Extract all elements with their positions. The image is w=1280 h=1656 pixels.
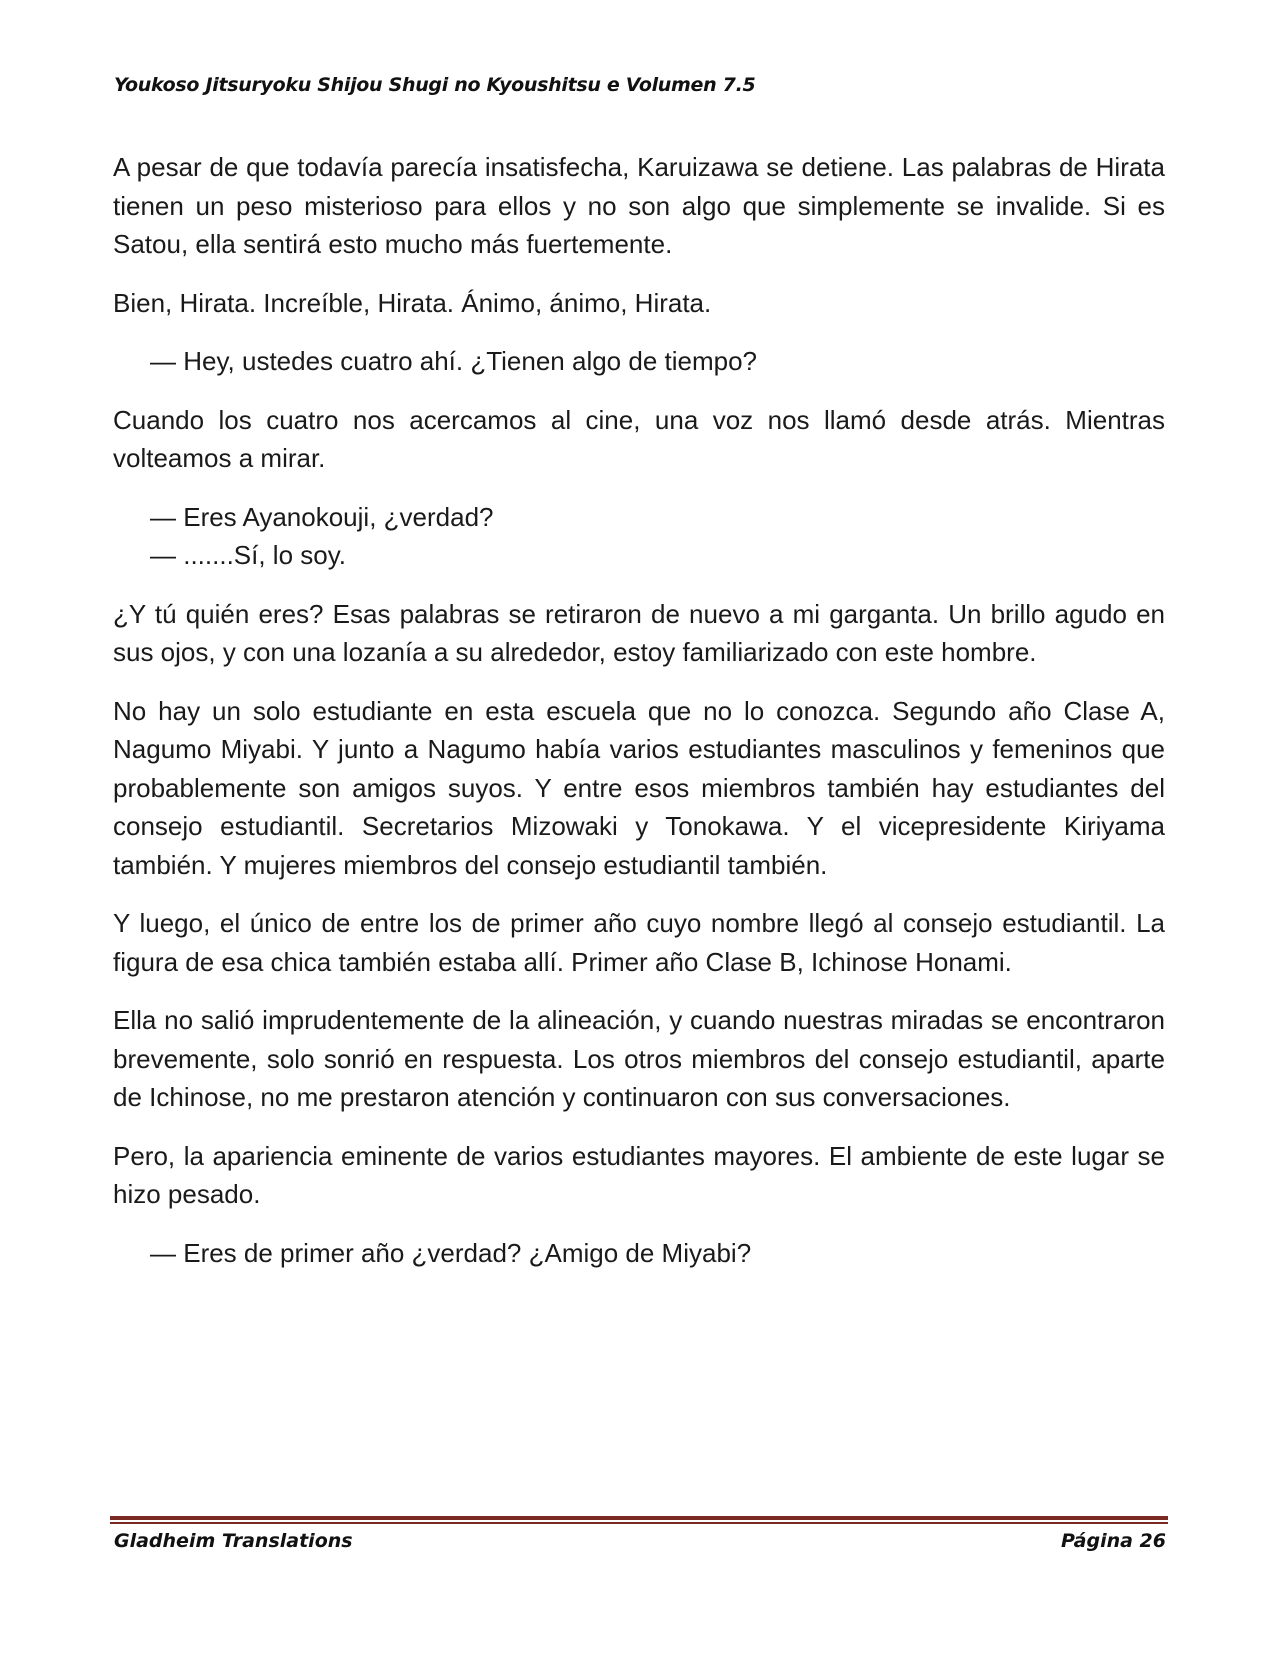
- dialogue-line-3: — .......Sí, lo soy.: [150, 540, 347, 570]
- dialogue-block-3: [113, 1234, 1165, 1273]
- dialogue-block-1: [113, 342, 1165, 381]
- paragraph-8: Pero, la apariencia eminente de varios estudiantes mayores. El ambiente de este lugar se hizo pesado.: [113, 1140, 1165, 1209]
- footer-credit: Gladheim Translations: [114, 1530, 353, 1552]
- page-header-title: Youkoso Jitsuryoku Shijou Shugi no Kyoushitsu e Volumen 7.5: [114, 74, 756, 96]
- paragraph-4: ¿Y tú quién eres? Esas palabras se retiraron de nuevo a mi garganta. Un brillo agudo en sus ojos, y con una lozanía a su alrededor, estoy familiarizado con este hombre.: [113, 598, 1165, 667]
- paragraph-5: No hay un solo estudiante en esta escuela que no lo conozca. Segundo año Clase A, Nagumo Miyabi. Y junto a Nagumo había varios estudiantes masculinos y femeninos que probablemente son amigos suyos. Y entre esos miembros también hay estudiantes del consejo estudiantil. Secretarios Mizowaki y Tonokawa. Y el vicepresidente Kiriyama también. Y mujeres miembros del consejo estudiantil también.: [113, 695, 1165, 880]
- page-number: Página 26: [1060, 1530, 1166, 1552]
- paragraph-6: Y luego, el único de entre los de primer año cuyo nombre llegó al consejo estudiantil. La figura de esa chica también estaba allí. Primer año Clase B, Ichinose Honami.: [113, 908, 1165, 977]
- dialogue-line-4: — Eres de primer año ¿verdad? ¿Amigo de Miyabi?: [150, 1237, 752, 1268]
- paragraph-2: Bien, Hirata. Increíble, Hirata. Ánimo, ánimo, Hirata.: [113, 287, 712, 318]
- footer-divider: [110, 1516, 1168, 1520]
- paragraph-1: A pesar de que todavía parecía insatisfecha, Karuizawa se detiene. Las palabras de Hirata tienen un peso misterioso para ellos y no son algo que simplemente se invalide. Si es Satou, ella sentirá esto mucho más fuertemente.: [113, 152, 1165, 259]
- paragraph-3: Cuando los cuatro nos acercamos al cine, una voz nos llamó desde atrás. Mientras volteamos a mirar.: [113, 404, 1165, 473]
- dialogue-block-2: [113, 498, 1165, 575]
- paragraph-7: Ella no salió imprudentemente de la alineación, y cuando nuestras miradas se encontraron brevemente, solo sonrió en respuesta. Los otros miembros del consejo estudiantil, aparte de Ichinose, no me prestaron atención y continuaron con sus conversaciones.: [113, 1005, 1165, 1112]
- footer-divider-thin: [110, 1522, 1168, 1524]
- dialogue-line-1: — Hey, ustedes cuatro ahí. ¿Tienen algo de tiempo?: [150, 346, 758, 376]
- page-body: [113, 148, 1165, 1292]
- dialogue-line-2: — Eres Ayanokouji, ¿verdad?: [150, 501, 494, 532]
